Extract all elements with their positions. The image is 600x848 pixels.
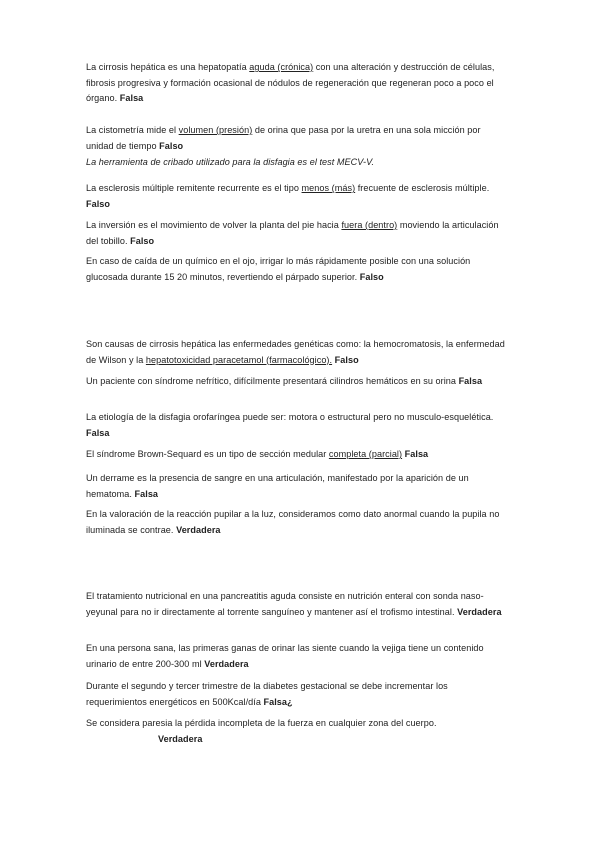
statement-3-1: El tratamiento nutricional en una pancreatitis aguda consiste en nutrición enteral con sonda naso-yeyunal para no ir directamente al torrente sanguíneo y mantener así el trofismo intestinal. Verdadera bbox=[86, 591, 502, 617]
statement-1-3: La herramienta de cribado utilizado para la disfagia es el test MECV-V. bbox=[86, 157, 375, 167]
statement-1-1: La cirrosis hepática es una hepatopatía aguda (crónica) con una alteración y destrucción de células, fibrosis progresiva y formación ocasional de nódulos de regeneración que regeneran poco a poco el órgano. Falsa bbox=[86, 62, 495, 103]
answer-label: Falsa bbox=[458, 376, 483, 386]
statement-1-5: La inversión es el movimiento de volver la planta del pie hacia fuera (dentro) moviendo la articulación del tobillo. Falso bbox=[86, 220, 499, 246]
answer-label: Falsa bbox=[86, 427, 110, 438]
answer-label: Falso bbox=[159, 140, 184, 151]
statement-2-6: En la valoración de la reacción pupilar a la luz, consideramos como dato anormal cuando la pupila no iluminada se contrae. Verdadera bbox=[86, 509, 500, 535]
answer-label: Verdadera bbox=[176, 524, 221, 535]
answer-label: Verdadera bbox=[457, 606, 502, 617]
statement-1-6: En caso de caída de un químico en el ojo, irrigar lo más rápidamente posible con una solución glucosada durante 15 20 minutos, revertiendo el párpado superior. Falso bbox=[86, 256, 471, 282]
statement-2-4: El síndrome Brown-Sequard es un tipo de sección medular completa (parcial) Falsa bbox=[86, 449, 429, 459]
statement-1-2: La cistometría mide el volumen (presión) de orina que pasa por la uretra en una sola micción por unidad de tiempo Falso bbox=[86, 125, 481, 151]
answer-label: Falsa bbox=[119, 93, 144, 103]
answer-label: Verdadera bbox=[158, 733, 203, 744]
statement-2-2: Un paciente con síndrome nefrítico, difícilmente presentará cilindros hemáticos en su orina Falsa bbox=[86, 376, 483, 386]
statement-1-4: La esclerosis múltiple remitente recurrente es el tipo menos (más) frecuente de esclerosis múltiple. Falso bbox=[86, 183, 490, 209]
statement-2-5: Un derrame es la presencia de sangre en una articulación, manifestado por la aparición de un hematoma. Falsa bbox=[86, 473, 469, 499]
answer-label: Falsa¿ bbox=[263, 696, 293, 707]
answer-label: Falso bbox=[130, 235, 155, 246]
statement-3-4: Se considera paresia la pérdida incompleta de la fuerza en cualquier zona del cuerpo. Verdadera bbox=[86, 718, 437, 744]
statement-3-3: Durante el segundo y tercer trimestre de la diabetes gestacional se debe incrementar los requerimientos energéticos en 500Kcal/día Falsa¿ bbox=[86, 681, 448, 707]
answer-label: Verdadera bbox=[204, 658, 249, 669]
statement-2-1: Son causas de cirrosis hepática las enfermedades genéticas como: la hemocromatosis, la enfermedad de Wilson y la hepatotoxicidad paracetamol (farmacológico). Falso bbox=[86, 339, 505, 365]
answer-label: Falsa bbox=[404, 449, 429, 459]
answer-label: Falso bbox=[86, 198, 111, 209]
answer-label: Falso bbox=[359, 271, 384, 282]
answer-label: Falsa bbox=[134, 488, 159, 499]
statement-2-3: La etiología de la disfagia orofaríngea puede ser: motora o estructural pero no musculo-esquelética. Falsa bbox=[86, 412, 494, 438]
answer-label: Falso bbox=[334, 354, 359, 365]
statement-3-2: En una persona sana, las primeras ganas de orinar las siente cuando la vejiga tiene un contenido urinario de entre 200-300 ml Verdadera bbox=[86, 643, 484, 669]
